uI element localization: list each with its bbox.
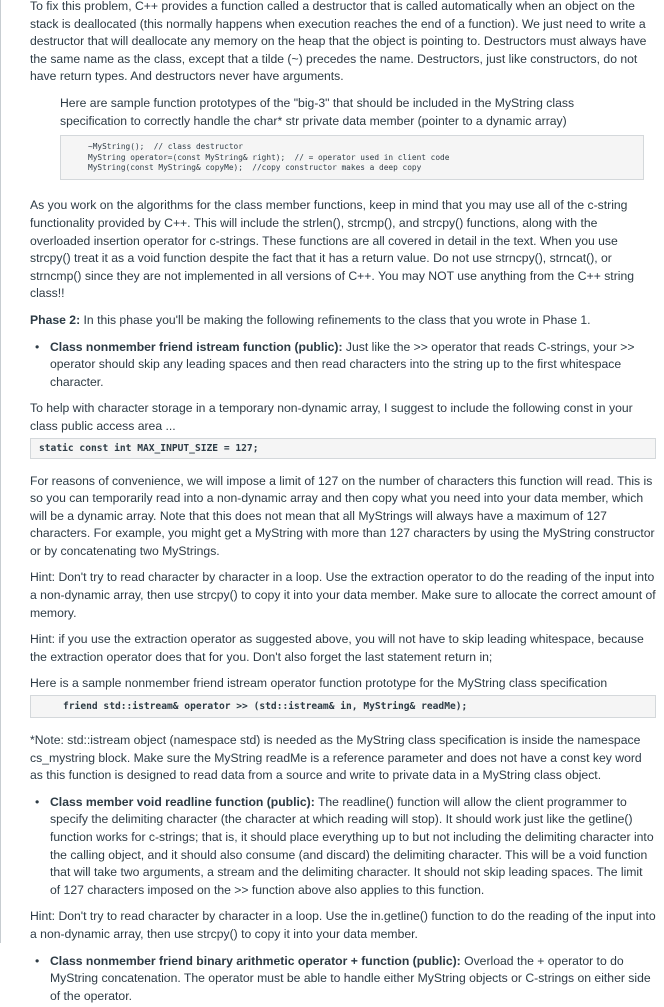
hint1-paragraph: Hint: Don't try to read character by character in a loop. Use the extraction operator to do the reading of the input into a non-dynamic array, then use strcpy() to copy it into your data member. Make sure to allocate the correct amount of memory. <box>30 570 656 620</box>
prototype-section <box>30 675 656 718</box>
bullet-dot: • <box>35 953 40 968</box>
sample-prototype-paragraph: Here is a sample nonmember friend istream operator function prototype for the MyString class specification <box>30 676 608 691</box>
bullet-dot: • <box>35 339 40 354</box>
hint3-paragraph: Hint: Don't try to read character by character in a loop. Use the in.getline() function to do the reading of the input into a non-dynamic array, then use strcpy() to copy it into your data member. <box>30 909 656 941</box>
algorithms-paragraph: As you work on the algorithms for the class member functions, keep in mind that you may use all of the c-string functionality provided by C++. This will include the strlen(), strcmp(), and strcpy() functions, along with the overloaded insertion operator for c-strings. These functions are all covered in detail in the text. When you use strcpy() treat it as a void function despite the fact that it has a return value. Do not use strncpy(), strncat(), or strncmp() since they are not implemented in all versions of C++. You may NOT use anything from the C++ string class!! <box>30 198 635 301</box>
note-paragraph: *Note: std::istream object (namespace std) is needed as the MyString class specification is inside the namespace cs_mystring block. Make sure the MyString readMe is a reference parameter and does not have a const key word as this function is designed to read data from a source and write to private data in a MyString class object. <box>30 733 642 783</box>
phase2-label: Phase 2: <box>30 312 81 327</box>
hint2-paragraph: Hint: if you use the extraction operator as suggested above, you will not have to skip leading whitespace, because the extraction operator does that for you. Don't also forget the last statement return in; <box>30 632 644 664</box>
intro-paragraph: To fix this problem, C++ provides a function called a destructor that is called automatically when an object on the stack is deallocated (this normally happens when execution reaches the end of a function). We just need to write a destructor that will deallocate any memory on the heap that the object is pointing to. Destructors must always have the same name as the class, except that a tilde (~) precedes the name. Destructors, just like constructors, do not have return types. And destructors never have arguments. <box>30 0 647 84</box>
list-item-istream <box>30 339 656 392</box>
big3-intro: Here are sample function prototypes of the "big-3" that should be included in the MyString class specification to correctly handle the char* str private data member (pointer to a dynamic array) <box>60 95 575 128</box>
bullet1-label: Class nonmember friend istream function (public): <box>50 339 343 354</box>
bullet1-text: Just like the >> operator that reads C-strings, your >> operator should skip any leading spaces and then read characters into the string up to the first whitespace character. <box>50 339 635 389</box>
bullet2-text: The readline() function will allow the client programmer to specify the delimiting character (the character at which reading will stop). It should work just like the getline() function works for c-strings; that is, it should place everything up to but not including the delimiting character into the calling object, and it should also consume (and discard) the delimiting character. This will be a void function that will take two arguments, a stream and the delimiting character. It should not skip leading spaces. The limit of 127 characters imposed on the >> function above also applies to this function. <box>50 794 654 897</box>
bullet3-label: Class nonmember friend binary arithmetic operator + function (public): <box>50 953 461 968</box>
list-item-plus-operator <box>30 953 656 1006</box>
bullet2-label: Class member void readline function (public): <box>50 794 315 809</box>
storage-paragraph: To help with character storage in a temporary non-dynamic array, I suggest to include the following const in your class public access area ... <box>30 401 633 433</box>
limit-paragraph: For reasons of convenience, we will impose a limit of 127 on the number of characters this function will read. This is so you can temporarily read into a non-dynamic array and then copy what you need into your data member, which will be a dynamic array. Note that this does not mean that all MyStrings will always have a maximum of 127 characters. For example, you might get a MyString with more than 127 characters by using the MyString constructor or by concatenating two MyStrings. <box>30 473 655 558</box>
const-code-block: static const int MAX_INPUT_SIZE = 127; <box>30 438 656 459</box>
phase2-text: In this phase you'll be making the following refinements to the class that you wrote in Phase 1. <box>80 312 591 327</box>
document-content <box>1 0 664 1005</box>
bullet-list-1 <box>30 339 656 392</box>
big3-section <box>60 95 644 180</box>
big3-code-block: ~MyString(); // class destructor MyString operator=(const MyString& right); // = operator used in client code MyString(const MyString& copyMe); //copy constructor makes a deep copy <box>60 135 644 180</box>
bullet-list-3 <box>30 953 656 1006</box>
friend-code-block: friend std::istream& operator >> (std::istream& in, MyString& readMe); <box>30 695 656 718</box>
list-item-readline <box>30 794 656 900</box>
bullet-dot: • <box>35 794 40 809</box>
bullet-list-2 <box>30 794 656 900</box>
storage-section <box>30 400 656 458</box>
bullet3-text: Overload the + operator to do MyString concatenation. The operator must be able to handle either MyString objects or C-strings on either side of the operator. <box>50 953 651 1003</box>
phase2-paragraph <box>30 312 656 330</box>
